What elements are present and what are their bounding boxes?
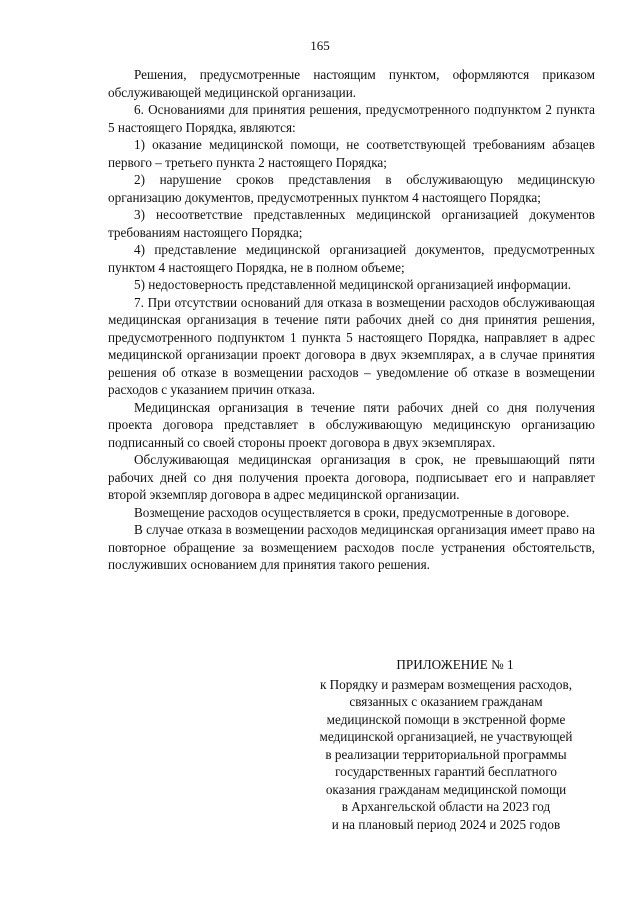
appendix-title: ПРИЛОЖЕНИЕ № 1: [396, 657, 514, 672]
paragraph-reason-3: 3) несоответствие представленных медицинской организацией документов требованиям настоящего Порядка;: [108, 207, 595, 240]
appendix-line: государственных гарантий бесплатного: [335, 764, 557, 779]
paragraph-contract-signing: Обслуживающая медицинская организация в срок, не превышающий пяти рабочих дней со дня получения проекта договора, подписывает его и направляет второй экземпляр договора в адрес медицинской организации.: [108, 452, 595, 502]
paragraph-item-6: 6. Основаниями для принятия решения, предусмотренного подпунктом 2 пункта 5 настоящего Порядка, являются:: [108, 102, 595, 135]
paragraph-reason-1: 1) оказание медицинской помощи, не соответствующей требованиям абзацев первого – третьего пункта 2 настоящего Порядка;: [108, 137, 595, 170]
appendix-line: оказания гражданам медицинской помощи: [325, 781, 567, 797]
appendix-line: и на плановый период 2024 и 2025 годов: [331, 816, 561, 832]
appendix-line: медицинской помощи в экстренной форме: [326, 711, 566, 727]
paragraph-contract-return: Медицинская организация в течение пяти рабочих дней со дня получения проекта договора представляет в обслуживающую медицинскую организацию подписанный со своей стороны проект договора в двух экземплярах.: [108, 399, 595, 450]
paragraph-repeat-request: В случае отказа в возмещении расходов медицинская организация имеет право на повторное обращение за возмещением расходов после устранения обстоятельств, послуживших основанием для принятия такого решения.: [108, 522, 595, 572]
appendix-line: связанных с оказанием гражданам: [349, 694, 543, 709]
paragraph-decisions-order: Решения, предусмотренные настоящим пунктом, оформляются приказом обслуживающей медицинской организации.: [108, 67, 595, 100]
paragraph-reason-5: 5) недостоверность представленной медицинской организацией информации.: [134, 277, 572, 292]
paragraph-reason-2: 2) нарушение сроков представления в обслуживающую медицинскую организацию документов, предусмотренных пунктом 4 настоящего Порядка;: [108, 172, 595, 205]
paragraph-reimbursement-terms: Возмещение расходов осуществляется в сроки, предусмотренные в договоре.: [134, 504, 570, 520]
paragraph-item-7: 7. При отсутствии оснований для отказа в возмещении расходов обслуживающая медицинская организация в течение пяти рабочих дней со дня принятия решения, предусмотренного подпунктом 1 пункта 5 настоящего Порядка, направляет в адрес медицинской организации проект договора в двух экземплярах, а в случае принятия решения об отказе в возмещении расходов – уведомление об отказе в возмещении расходов с указанием причин отказа.: [108, 294, 595, 397]
appendix-line: к Порядку и размерам возмещения расходов,: [319, 676, 573, 692]
body-text: [108, 66, 595, 574]
appendix-block: [290, 656, 602, 833]
paragraph-reason-4: 4) представление медицинской организацией документов, предусмотренных пунктом 4 настоящего Порядка, не в полном объеме;: [108, 242, 595, 275]
appendix-line: в реализации территориальной программы: [325, 746, 567, 762]
appendix-line: в Архангельской области на 2023 год: [341, 799, 551, 814]
appendix-line: медицинской организацией, не участвующей: [319, 729, 573, 744]
page-number: 165: [310, 38, 330, 53]
